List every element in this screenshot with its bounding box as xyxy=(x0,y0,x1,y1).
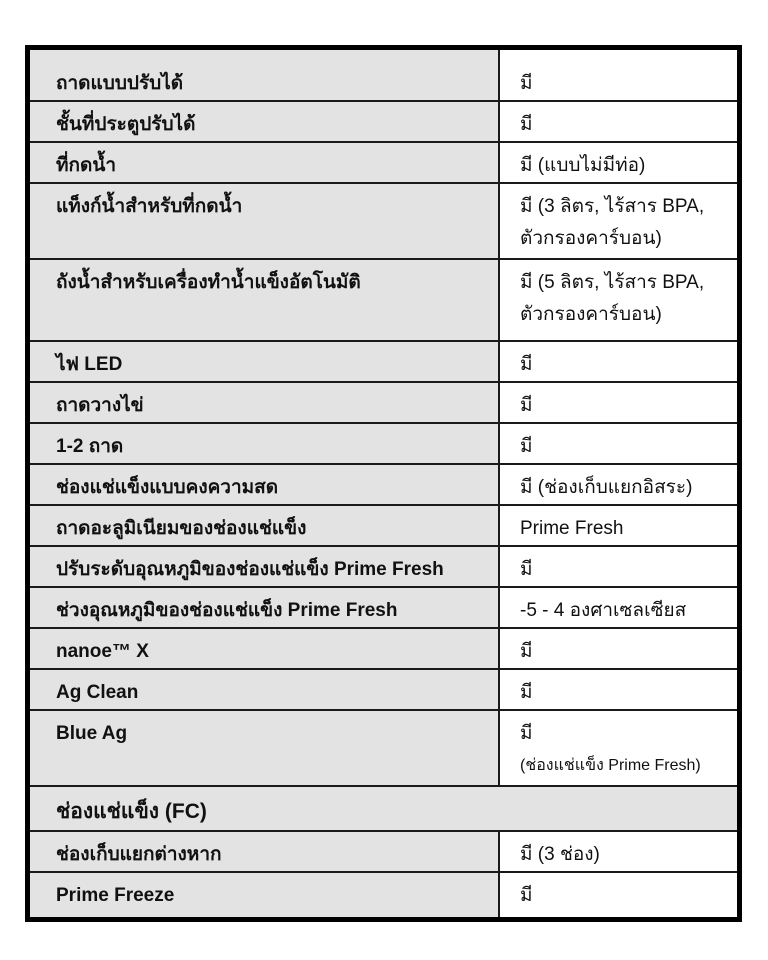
table-row xyxy=(28,710,740,786)
feature-value xyxy=(499,183,740,259)
feature-value xyxy=(499,628,740,669)
table-row xyxy=(28,341,740,382)
feature-label: ชั้นที่ประตูปรับได้ xyxy=(28,101,500,142)
spec-table xyxy=(25,45,742,922)
feature-label: ปรับระดับอุณหภูมิของช่องแช่แข็ง Prime Fresh xyxy=(28,546,500,587)
value-line: Prime Fresh xyxy=(520,518,624,539)
table-row xyxy=(28,183,740,259)
table-row xyxy=(28,382,740,423)
feature-label: ถาดอะลูมิเนียมของช่องแช่แข็ง xyxy=(28,505,500,546)
value-line: มี xyxy=(520,885,533,906)
feature-label: ช่วงอุณหภูมิของช่องแช่แข็ง Prime Fresh xyxy=(28,587,500,628)
value-line: มี xyxy=(520,559,533,580)
table-row xyxy=(28,546,740,587)
value-line: มี (ช่องเก็บแยกอิสระ) xyxy=(520,477,693,498)
feature-value xyxy=(499,382,740,423)
value-line: มี (5 ลิตร, ไร้สาร BPA, xyxy=(520,272,705,293)
feature-value xyxy=(499,710,740,786)
value-line: ตัวกรองคาร์บอน) xyxy=(520,228,662,249)
value-line: มี xyxy=(520,354,533,375)
section-header-row xyxy=(28,786,740,831)
table-row xyxy=(28,464,740,505)
value-line: ตัวกรองคาร์บอน) xyxy=(520,304,662,325)
feature-value xyxy=(499,101,740,142)
table-row xyxy=(28,101,740,142)
feature-label: Prime Freeze xyxy=(28,872,500,919)
feature-label: ที่กดน้ำ xyxy=(28,142,500,183)
value-line: มี (แบบไม่มีท่อ) xyxy=(520,155,646,176)
value-line: มี xyxy=(520,436,533,457)
value-line: มี xyxy=(520,682,533,703)
value-line: -5 - 4 องศาเซลเซียส xyxy=(520,600,687,621)
feature-value xyxy=(499,831,740,872)
feature-value xyxy=(499,669,740,710)
value-line: มี xyxy=(520,395,533,416)
feature-label: ถังน้ำสำหรับเครื่องทำน้ำแข็งอัตโนมัติ xyxy=(28,259,500,341)
value-line: มี xyxy=(520,641,533,662)
feature-value xyxy=(499,546,740,587)
feature-value xyxy=(499,259,740,341)
feature-label: แท็งก์น้ำสำหรับที่กดน้ำ xyxy=(28,183,500,259)
table-row xyxy=(28,587,740,628)
feature-value xyxy=(499,142,740,183)
feature-value xyxy=(499,587,740,628)
feature-value xyxy=(499,505,740,546)
feature-value xyxy=(499,423,740,464)
feature-label: ถาดแบบปรับได้ xyxy=(28,48,500,102)
feature-value xyxy=(499,48,740,102)
table-row xyxy=(28,872,740,919)
table-row xyxy=(28,505,740,546)
value-line: มี (3 ลิตร, ไร้สาร BPA, xyxy=(520,196,705,217)
feature-label: ช่องเก็บแยกต่างหาก xyxy=(28,831,500,872)
feature-value xyxy=(499,341,740,382)
table-row xyxy=(28,423,740,464)
feature-label: ไฟ LED xyxy=(28,341,500,382)
table-row xyxy=(28,259,740,341)
table-row xyxy=(28,669,740,710)
feature-value xyxy=(499,464,740,505)
value-line: (ช่องแช่แข็ง Prime Fresh) xyxy=(520,757,701,774)
feature-label: nanoe™ X xyxy=(28,628,500,669)
table-row xyxy=(28,628,740,669)
feature-label: Ag Clean xyxy=(28,669,500,710)
feature-label: 1-2 ถาด xyxy=(28,423,500,464)
section-title: ช่องแช่แข็ง (FC) xyxy=(28,786,740,831)
value-line: มี (3 ช่อง) xyxy=(520,844,600,865)
feature-label: ถาดวางไข่ xyxy=(28,382,500,423)
table-row xyxy=(28,831,740,872)
value-line: มี xyxy=(520,723,533,744)
feature-label: ช่องแช่แข็งแบบคงความสด xyxy=(28,464,500,505)
table-row xyxy=(28,142,740,183)
value-line: มี xyxy=(520,114,533,135)
feature-label: Blue Ag xyxy=(28,710,500,786)
table-row xyxy=(28,48,740,102)
feature-value xyxy=(499,872,740,919)
value-line: มี xyxy=(520,73,533,94)
